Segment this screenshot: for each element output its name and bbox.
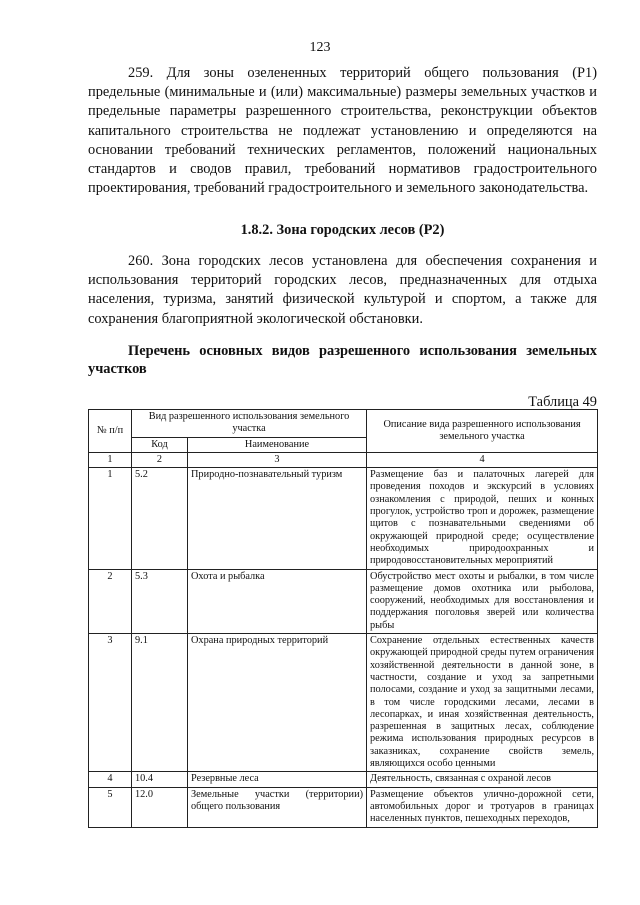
- row-description: Деятельность, связанная с охраной лесов: [367, 772, 598, 787]
- section-heading: 1.8.2. Зона городских лесов (Р2): [240, 222, 445, 238]
- header-code: Код: [132, 437, 188, 452]
- row-number: 5: [89, 787, 132, 827]
- row-code: 5.3: [132, 569, 188, 633]
- table-row: [89, 787, 598, 827]
- page-number: 123: [309, 40, 331, 55]
- row-number: 1: [89, 468, 132, 569]
- row-description: Размещение объектов улично-дорожной сети, автомобильных дорог и тротуаров в границах населенных пунктов, пешеходных переходов,: [367, 787, 598, 827]
- table-number: Таблица 49: [528, 394, 597, 410]
- row-description: Обустройство мест охоты и рыбалки, в том числе размещение домов охотника или рыболова, сооружений, необходимых для восстановления и поддержания поголовья зверей или количества рыбы: [367, 569, 598, 633]
- table-row: [89, 569, 598, 633]
- permitted-use-table: [88, 409, 598, 828]
- row-name: Охрана природных территорий: [188, 634, 367, 772]
- index-cell: 1: [89, 452, 132, 467]
- index-cell: 2: [132, 452, 188, 467]
- row-name: Резервные леса: [188, 772, 367, 787]
- row-number: 2: [89, 569, 132, 633]
- row-code: 12.0: [132, 787, 188, 827]
- index-cell: 3: [188, 452, 367, 467]
- table-row: [89, 634, 598, 772]
- paragraph-260: 260. Зона городских лесов установлена для обеспечения сохранения и использования территорий городских лесов, предназначенных для отдыха населения, туризма, занятий физической культурой и спортом, а также для сохранения благоприятной экологической обстановки.: [88, 253, 597, 327]
- table-index-row: [89, 452, 598, 467]
- row-code: 10.4: [132, 772, 188, 787]
- row-description: Размещение баз и палаточных лагерей для проведения походов и экскурсий в условиях ознакомления с природой, пеших и конных прогулок, устройство троп и дорожек, размещение щитов с познавательными сведениями об окружающей природной среде; осуществление необходимых природоохранных и природовосстановительных мероприятий: [367, 468, 598, 569]
- header-number: № п/п: [89, 410, 132, 453]
- row-description: Сохранение отдельных естественных качеств окружающей природной среды путем ограничения хозяйственной деятельности в данной зоне, в частности, создание и уход за запретными полосами, создание и уход за защитными лесами, в том числе городскими лесами, лесами в лесопарках, и иная хозяйственная деятельность, разрешенная в защитных лесах, соблюдение режима использования природных ресурсов в заказниках, сохранение свойств земель, являющихся особо ценными: [367, 634, 598, 772]
- header-kind: Вид разрешенного использования земельного участка: [132, 410, 367, 438]
- table-row: [89, 772, 598, 787]
- list-title: Перечень основных видов разрешенного использования земельных участков: [88, 343, 597, 377]
- paragraph-259: 259. Для зоны озелененных территорий общего пользования (Р1) предельные (минимальные и (или) максимальные) размеры земельных участков и предельные параметры разрешенного строительства, реконструкции объектов капитального строительства не подлежат установлению и определяются на основании требований технических регламентов, положений национальных стандартов и сводов правил, требований нормативов градостроительного проектирования, требований градостроительного и земельного законодательства.: [88, 65, 597, 197]
- row-code: 5.2: [132, 468, 188, 569]
- table-header-row: [89, 410, 598, 438]
- row-number: 3: [89, 634, 132, 772]
- row-code: 9.1: [132, 634, 188, 772]
- row-number: 4: [89, 772, 132, 787]
- row-name: Земельные участки (территории) общего пользования: [188, 787, 367, 827]
- index-cell: 4: [367, 452, 598, 467]
- table-row: [89, 468, 598, 569]
- header-name: Наименование: [188, 437, 367, 452]
- row-name: Охота и рыбалка: [188, 569, 367, 633]
- header-description: Описание вида разрешенного использования земельного участка: [367, 410, 598, 453]
- row-name: Природно-познавательный туризм: [188, 468, 367, 569]
